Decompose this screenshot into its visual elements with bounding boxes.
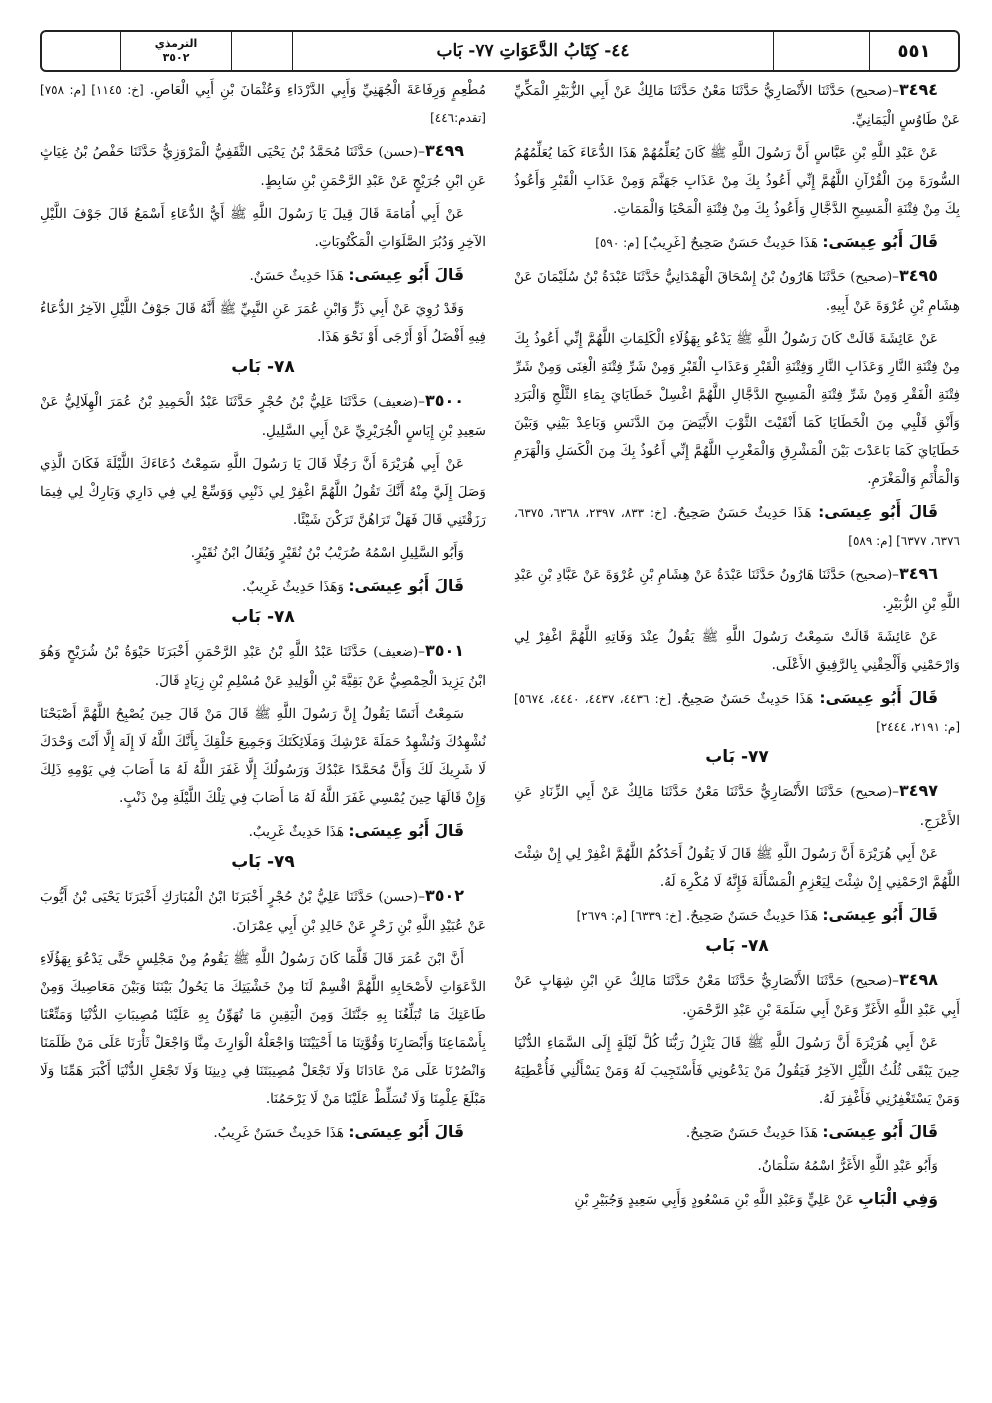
commentary-label: قَالَ أَبُو عِيسَى: [348,822,464,840]
paragraph-text: عَنْ عَائِشَةَ قَالَتْ سَمِعْتُ رَسُولَ اللَّهِ ﷺ يَقُولُ عِنْدَ وَفَاتِهِ اللَّهُمَّ اغْفِرْ لِي وَارْحَمْنِي وَأَلْحِقْنِي بِالرَّفِيقِ الأَعْلَى. [514,629,960,673]
commentary-line [514,901,960,930]
hadith-number: ٣٤٩٩ [424,141,464,160]
commentary-label: قَالَ أَبُو عِيسَى: [822,1123,938,1141]
reference-note: [خ: ١١٤٥] [م: ٧٥٨] [تقدم:٤٤٦] [40,83,486,125]
hadith-number: ٣٤٩٦ [898,564,938,583]
hadith-grade: (حسن) [378,145,419,160]
commentary-line [514,684,960,741]
hadith-text [40,945,486,1113]
hadith-chain: ٣٤٩٦–(صحيح) حَدَّثَنَا هَارُونُ حَدَّثَنَا عَبْدَةُ عَنْ هِشَامِ بْنِ عُرْوَةَ عَنْ عَبَّادِ بْنِ عَبْدِ اللَّهِ بْنِ الزُّبَيْرِ. [514,564,960,612]
header-blank-cell [773,32,869,70]
commentary-text: هَذَا حَدِيثٌ حَسَنٌ صَحِيحٌ. [671,691,820,707]
commentary-text: هَذَا حَدِيثٌ حَسَنٌ صَحِيحٌ. [666,505,819,521]
hadith-isnad: حَدَّثَنَا الأَنْصَارِيُّ حَدَّثَنَا مَعْنٌ حَدَّثَنَا مَالِكٌ عَنْ أَبِي الزِّنَادِ عَنِ الأَعْرَجِ. [514,784,960,829]
hadith-text [40,76,486,132]
reference-note: [خ: ٤٤٣٦، ٤٤٣٧، ٤٤٤٠، ٥٦٧٤] [م: ٢١٩١، ٢٤٤٤] [514,692,960,734]
hadith-number: ٣٥٠١ [424,641,464,660]
hadith-grade: (صحيح) [850,270,893,285]
reference-note: [خ: ٨٣٣، ٢٣٩٧، ٦٣٦٨، ٦٣٧٥، ٦٣٧٦، ٦٣٧٧] [م: ٥٨٩] [514,506,960,548]
paragraph-text: عَنْ عَائِشَةَ قَالَتْ كَانَ رَسُولُ اللَّهِ ﷺ يَدْعُو بِهَؤُلَاءِ الْكَلِمَاتِ اللَّهُمَّ إِنِّي أَعُوذُ بِكَ مِنْ فِتْنَةِ النَّارِ وَعَذَابِ النَّارِ وَفِتْنَةِ الْقَبْرِ وَعَذَابِ الْقَبْرِ وَمِنْ شَرِّ فِتْنَةِ الْغِنَى وَمِنْ شَرِّ فِتْنَةِ الْفَقْرِ وَمِنْ شَرِّ فِتْنَةِ الْمَسِيحِ الدَّجَّالِ اللَّهُمَّ اغْسِلْ خَطَايَايَ بِمَاءِ الثَّلْجِ وَالْبَرَدِ وَأَنْقِ قَلْبِي مِنَ الْخَطَايَا كَمَا أَنْقَيْتَ الثَّوْبَ الأَبْيَضَ مِنَ الدَّنَسِ وَبَاعِدْ بَيْنِي وَبَيْنَ خَطَايَايَ كَمَا بَاعَدْتَ بَيْنَ الْمَشْرِقِ وَالْمَغْرِبِ اللَّهُمَّ إِنِّي أَعُوذُ بِكَ مِنَ الْكَسَلِ وَالْهَرَمِ وَالْمَأْثَمِ وَالْمَغْرَمِ. [514,331,960,487]
hadith-number: ٣٤٩٥ [898,266,938,285]
commentary-line [514,1118,960,1147]
reference-note: [خ: ٦٣٣٩] [م: ٢٦٧٩] [576,909,682,923]
hadith-text [40,295,486,351]
commentary-text: هَذَا حَدِيثٌ غَرِيبٌ. [248,824,349,840]
reference-note: [م: ٥٩٠] [595,236,640,250]
commentary-label: قَالَ أَبُو عِيسَى: [348,1123,464,1141]
chapter-heading: ٧٨- بَاب [705,936,769,956]
hadith-isnad: حَدَّثَنَا مُحَمَّدُ بْنُ يَحْيَى الثَّقَفِيُّ الْمَرْوَزِيُّ حَدَّثَنَا حَفْصُ بْنُ غِيَاثٍ عَنِ ابْنِ جُرَيْجٍ عَنْ عَبْدِ الرَّحْمَنِ بْنِ سَابِطٍ. [40,144,486,189]
paragraph-text: أَنَّ ابْنَ عُمَرَ قَالَ قَلَّمَا كَانَ رَسُولُ اللَّهِ ﷺ يَقُومُ مِنْ مَجْلِسٍ حَتَّى يَدْعُوَ بِهَؤُلَاءِ الدَّعَوَاتِ لأَصْحَابِهِ اللَّهُمَّ اقْسِمْ لَنَا مِنْ خَشْيَتِكَ مَا يَحُولُ بَيْنَنَا وَبَيْنَ مَعَاصِيكَ وَمِنْ طَاعَتِكَ مَا تُبَلِّغُنَا بِهِ جَنَّتَكَ وَمِنَ الْيَقِينِ مَا تُهَوِّنُ بِهِ عَلَيْنَا مُصِيبَاتِ الدُّنْيَا وَمَتِّعْنَا بِأَسْمَاعِنَا وَأَبْصَارِنَا وَقُوَّتِنَا مَا أَحْيَيْتَنَا وَاجْعَلْهُ الْوَارِثَ مِنَّا وَاجْعَلْ ثَأْرَنَا عَلَى مَنْ ظَلَمَنَا وَانْصُرْنَا عَلَى مَنْ عَادَانَا وَلَا تَجْعَلْ مُصِيبَتَنَا فِي دِينِنَا وَلَا تَجْعَلِ الدُّنْيَا أَكْبَرَ هَمِّنَا وَلَا مَبْلَغَ عِلْمِنَا وَلَا تُسَلِّطْ عَلَيْنَا مَنْ لَا يَرْحَمُنَا. [40,951,486,1107]
paragraph-text: وَقَدْ رُوِيَ عَنْ أَبِي ذَرٍّ وَابْنِ عُمَرَ عَنِ النَّبِيِّ ﷺ أَنَّهُ قَالَ جَوْفُ اللَّيْلِ الآخِرُ الدُّعَاءُ فِيهِ أَفْضَلُ أَوْ أَرْجَى أَوْ نَحْوَ هَذَا. [40,301,486,345]
header-blank-cell [231,32,292,70]
hadith-text [514,1152,960,1180]
commentary-line [40,261,486,290]
header-book-reference [120,32,231,70]
commentary-line [40,817,486,846]
hadith-text [514,623,960,679]
header-chapter-title: ٤٤- كِتَابُ الدَّعَوَاتِ ٧٧- بَاب [292,32,773,70]
hadith-chain: ٣٤٩٤–(صحيح) حَدَّثَنَا الأَنْصَارِيُّ حَدَّثَنَا مَعْنٌ حَدَّثَنَا مَالِكٌ عَنْ أَبِي الزُّبَيْرِ الْمَكِّيِّ عَنْ طَاوُسٍ الْيَمَانِيِّ. [514,80,960,128]
commentary-text: عَنْ عَلِيٍّ وَعَبْدِ اللَّهِ بْنِ مَسْعُودٍ وَأَبِي سَعِيدٍ وَجُبَيْرِ بْنِ [574,1192,859,1208]
commentary-text: وَهَذَا حَدِيثٌ غَرِيبٌ. [242,579,349,595]
commentary-label: قَالَ أَبُو عِيسَى: [822,906,938,924]
hadith-chain: ٣٥٠٢–(حسن) حَدَّثَنَا عَلِيُّ بْنُ حُجْرٍ أَخْبَرَنَا ابْنُ الْمُبَارَكِ أَخْبَرَنَا يَحْيَى بْنُ أَيُّوبَ عَنْ عُبَيْدِ اللَّهِ بْنِ زَحْرٍ عَنْ خَالِدِ بْنِ أَبِي عِمْرَانَ. [40,886,486,934]
hadith-grade: (صحيح) [850,785,893,800]
hadith-number: ٣٤٩٨ [898,970,938,989]
hadith-chain: ٣٤٩٩–(حسن) حَدَّثَنَا مُحَمَّدُ بْنُ يَحْيَى الثَّقَفِيُّ الْمَرْوَزِيُّ حَدَّثَنَا حَفْصُ بْنُ غِيَاثٍ عَنِ ابْنِ جُرَيْجٍ عَنْ عَبْدِ الرَّحْمَنِ بْنِ سَابِطٍ. [40,141,486,189]
hadith-isnad: حَدَّثَنَا عَبْدُ اللَّهِ بْنُ عَبْدِ الرَّحْمَنِ أَخْبَرَنَا حَيْوَةُ بْنُ شُرَيْحٍ وَهُوَ ابْنُ يَزِيدَ الْحِمْصِيُّ عَنْ بَقِيَّةَ بْنِ الْوَلِيدِ عَنْ مُسْلِمِ بْنِ زِيَادٍ قَالَ. [40,644,486,689]
chapter-heading: ٧٨- بَاب [231,607,295,627]
commentary-label: قَالَ أَبُو عِيسَى: [822,233,938,251]
hadith-text [514,1029,960,1113]
paragraph-text: وَأَبُو عَبْدِ اللَّهِ الأَغَرُّ اسْمُهُ سَلْمَانُ. [757,1158,938,1174]
chapter-heading: ٧٧- بَاب [705,747,769,767]
paragraph-text: عَنْ عَبْدِ اللَّهِ بْنِ عَبَّاسٍ أَنَّ رَسُولَ اللَّهِ ﷺ كَانَ يُعَلِّمُهُمْ هَذَا الدُّعَاءَ كَمَا يُعَلِّمُهُمُ السُّورَةَ مِنَ الْقُرْآنِ اللَّهُمَّ إِنِّي أَعُوذُ بِكَ مِنْ عَذَابِ جَهَنَّمَ وَمِنْ عَذَابِ الْقَبْرِ وَأَعُوذُ بِكَ مِنْ فِتْنَةِ الْمَسِيحِ الدَّجَّالِ وَأَعُوذُ بِكَ مِنْ فِتْنَةِ الْمَحْيَا وَالْمَمَاتِ. [514,145,960,217]
commentary-label: قَالَ أَبُو عِيسَى: [348,577,464,595]
paragraph-text: عَنْ أَبِي أُمَامَةَ قَالَ قِيلَ يَا رَسُولَ اللَّهِ ﷺ أَيُّ الدُّعَاءِ أَسْمَعُ قَالَ جَوْفَ اللَّيْلِ الآخِرِ وَدُبُرَ الصَّلَوَاتِ الْمَكْتُوبَاتِ. [40,206,486,250]
hadith-isnad: حَدَّثَنَا هَارُونُ بْنُ إِسْحَاقَ الْهَمْدَانِيُّ حَدَّثَنَا عَبْدَةُ بْنُ سُلَيْمَانَ عَنْ هِشَامِ بْنِ عُرْوَةَ عَنْ أَبِيهِ. [514,269,960,314]
hadith-text [40,539,486,567]
hadith-text [40,700,486,812]
hadith-isnad: حَدَّثَنَا هَارُونُ حَدَّثَنَا عَبْدَةُ عَنْ هِشَامِ بْنِ عُرْوَةَ عَنْ عَبَّادِ بْنِ عَبْدِ اللَّهِ بْنِ الزُّبَيْرِ. [514,567,960,612]
hadith-isnad: حَدَّثَنَا عَلِيُّ بْنُ حُجْرٍ حَدَّثَنَا عَبْدُ الْحَمِيدِ بْنُ عُمَرَ الْهِلَالِيُّ عَنْ سَعِيدِ بْنِ إِيَاسٍ الْجُرَيْرِيِّ عَنْ أَبِي السَّلِيلِ. [40,394,486,439]
hadith-text [40,450,486,534]
commentary-label: وَفِي الْبَابِ [858,1190,938,1208]
text-columns [40,76,960,1316]
hadith-number: ٣٤٩٧ [898,781,938,800]
chapter-heading: ٧٨- بَاب [231,357,295,377]
paragraph-text: وَأَبُو السَّلِيلِ اسْمُهُ ضُرَيْبُ بْنُ نُقَيْرٍ وَيُقَالُ ابْنُ نُقَيْرٍ. [190,545,464,561]
paragraph-text: عَنْ أَبِي هُرَيْرَةَ أَنَّ رَجُلًا قَالَ يَا رَسُولَ اللَّهِ سَمِعْتُ دُعَاءَكَ اللَّيْلَةَ فَكَانَ الَّذِي وَصَلَ إِلَيَّ مِنْهُ أَنَّكَ تَقُولُ اللَّهُمَّ اغْفِرْ لِي ذَنْبِي وَوَسِّعْ لِي فِي دَارِي وَبَارِكْ لِي فِيمَا رَزَقْتَنِي قَالَ فَهَلْ تَرَاهُنَّ تَرَكْنَ شَيْئًا. [40,456,486,528]
commentary-line [514,498,960,555]
header-blank-cell [42,32,120,70]
hadith-text [514,139,960,223]
hadith-number: ٣٥٠٠ [424,391,464,410]
paragraph-text: سَمِعْتُ أَنَسًا يَقُولُ إِنَّ رَسُولَ اللَّهِ ﷺ قَالَ مَنْ قَالَ حِينَ يُصْبِحُ اللَّهُمَّ أَصْبَحْنَا نُشْهِدُكَ وَنُشْهِدُ حَمَلَةَ عَرْشِكَ وَمَلَائِكَتَكَ وَجَمِيعَ خَلْقِكَ بِأَنَّكَ اللَّهُ لَا إِلَهَ إِلَّا أَنْتَ وَحْدَكَ لَا شَرِيكَ لَكَ وَأَنَّ مُحَمَّدًا عَبْدُكَ وَرَسُولُكَ إِلَّا غَفَرَ اللَّهُ لَهُ مَا أَصَابَ فِي يَوْمِهِ ذَلِكَ وَإِنْ قَالَهَا حِينَ يُمْسِي غَفَرَ اللَّهُ لَهُ مَا أَصَابَ فِي تِلْكَ اللَّيْلَةِ مِنْ ذَنْبٍ. [40,706,486,806]
hadith-text [514,325,960,493]
hadith-grade: (صحيح) [850,974,893,989]
commentary-label: قَالَ أَبُو عِيسَى: [819,689,939,707]
paragraph-text: عَنْ أَبِي هُرَيْرَةَ أَنَّ رَسُولَ اللَّهِ ﷺ قَالَ يَنْزِلُ رَبُّنَا كُلَّ لَيْلَةٍ إِلَى السَّمَاءِ الدُّنْيَا حِينَ يَبْقَى ثُلُثُ اللَّيْلِ الآخِرُ فَيَقُولُ مَنْ يَدْعُونِي فَأَسْتَجِيبَ لَهُ وَمَنْ يَسْأَلُنِي فَأُعْطِيَهُ وَمَنْ يَسْتَغْفِرُنِي فَأَغْفِرَ لَهُ. [514,1035,960,1107]
hadith-isnad: حَدَّثَنَا الأَنْصَارِيُّ حَدَّثَنَا مَعْنٌ حَدَّثَنَا مَالِكٌ عَنِ ابْنِ شِهَابٍ عَنْ أَبِي عَبْدِ اللَّهِ الأَغَرِّ وَعَنْ أَبِي سَلَمَةَ بْنِ عَبْدِ الرَّحْمَنِ. [514,973,960,1018]
right-column [514,76,960,1316]
commentary-line [514,1185,960,1214]
hadith-isnad: حَدَّثَنَا عَلِيُّ بْنُ حُجْرٍ أَخْبَرَنَا ابْنُ الْمُبَارَكِ أَخْبَرَنَا يَحْيَى بْنُ أَيُّوبَ عَنْ عُبَيْدِ اللَّهِ بْنِ زَحْرٍ عَنْ خَالِدِ بْنِ أَبِي عِمْرَانَ. [40,889,486,934]
hadith-number: ٣٤٩٤ [898,80,938,99]
paragraph-text: عَنْ أَبِي هُرَيْرَةَ أَنَّ رَسُولَ اللَّهِ ﷺ قَالَ لَا يَقُولُ أَحَدُكُمُ اللَّهُمَّ اغْفِرْ لِي إِنْ شِئْتَ اللَّهُمَّ ارْحَمْنِي إِنْ شِئْتَ لِيَعْزِمِ الْمَسْأَلَةَ فَإِنَّهُ لَا مُكْرِهَ لَهُ. [514,846,960,890]
commentary-line [40,1118,486,1147]
hadith-isnad: حَدَّثَنَا الأَنْصَارِيُّ حَدَّثَنَا مَعْنٌ حَدَّثَنَا مَالِكٌ عَنْ أَبِي الزُّبَيْرِ الْمَكِّيِّ عَنْ طَاوُسٍ الْيَمَانِيِّ. [514,83,960,128]
header-book-number: ٣٥٠٢ [162,51,190,64]
hadith-chain: ٣٥٠٠–(ضعيف) حَدَّثَنَا عَلِيُّ بْنُ حُجْرٍ حَدَّثَنَا عَبْدُ الْحَمِيدِ بْنُ عُمَرَ الْهِلَالِيُّ عَنْ سَعِيدِ بْنِ إِيَاسٍ الْجُرَيْرِيِّ عَنْ أَبِي السَّلِيلِ. [40,391,486,439]
hadith-text [40,200,486,256]
hadith-chain: ٣٥٠١–(ضعيف) حَدَّثَنَا عَبْدُ اللَّهِ بْنُ عَبْدِ الرَّحْمَنِ أَخْبَرَنَا حَيْوَةُ بْنُ شُرَيْحٍ وَهُوَ ابْنُ يَزِيدَ الْحِمْصِيُّ عَنْ بَقِيَّةَ بْنِ الْوَلِيدِ عَنْ مُسْلِمِ بْنِ زِيَادٍ قَالَ. [40,641,486,689]
page-number: ٥٥١ [869,32,958,70]
paragraph-text: مُطْعِمٍ وَرِفَاعَةَ الْجُهَنِيِّ وَأَبِي الدَّرْدَاءِ وَعُثْمَانَ بْنِ أَبِي الْعَاصِ. [143,82,486,98]
page-header [40,30,960,72]
hadith-grade: (حسن) [378,890,419,905]
commentary-label: قَالَ أَبُو عِيسَى: [818,503,939,521]
hadith-number: ٣٥٠٢ [424,886,464,905]
hadith-chain: ٣٤٩٨–(صحيح) حَدَّثَنَا الأَنْصَارِيُّ حَدَّثَنَا مَعْنٌ حَدَّثَنَا مَالِكٌ عَنِ ابْنِ شِهَابٍ عَنْ أَبِي عَبْدِ اللَّهِ الأَغَرِّ وَعَنْ أَبِي سَلَمَةَ بْنِ عَبْدِ الرَّحْمَنِ. [514,970,960,1018]
hadith-grade: (ضعيف) [373,645,419,660]
header-book-name: الترمذي [154,37,198,50]
book-page [40,30,960,1208]
commentary-label: قَالَ أَبُو عِيسَى: [348,266,464,284]
hadith-chain: ٣٤٩٧–(صحيح) حَدَّثَنَا الأَنْصَارِيُّ حَدَّثَنَا مَعْنٌ حَدَّثَنَا مَالِكٌ عَنْ أَبِي الزِّنَادِ عَنِ الأَعْرَجِ. [514,781,960,829]
commentary-text: هَذَا حَدِيثٌ حَسَنٌ. [249,268,349,284]
commentary-line [514,228,960,257]
hadith-chain: ٣٤٩٥–(صحيح) حَدَّثَنَا هَارُونُ بْنُ إِسْحَاقَ الْهَمْدَانِيُّ حَدَّثَنَا عَبْدَةُ بْنُ سُلَيْمَانَ عَنْ هِشَامِ بْنِ عُرْوَةَ عَنْ أَبِيهِ. [514,266,960,314]
commentary-text: هَذَا حَدِيثٌ حَسَنٌ صَحِيحٌ. [681,908,823,924]
hadith-text [514,840,960,896]
commentary-text: هَذَا حَدِيثٌ حَسَنٌ غَرِيبٌ. [213,1125,349,1141]
commentary-text: هَذَا حَدِيثٌ حَسَنٌ صَحِيحٌ. [685,1125,823,1141]
hadith-grade: (ضعيف) [373,395,419,410]
commentary-line [40,572,486,601]
chapter-heading: ٧٩- بَاب [231,852,295,872]
left-column [40,76,486,1316]
commentary-text: هَذَا حَدِيثٌ حَسَنٌ صَحِيحٌ [غَرِيبٌ] [639,235,823,251]
hadith-grade: (صحيح) [850,84,893,99]
hadith-grade: (صحيح) [850,568,893,583]
